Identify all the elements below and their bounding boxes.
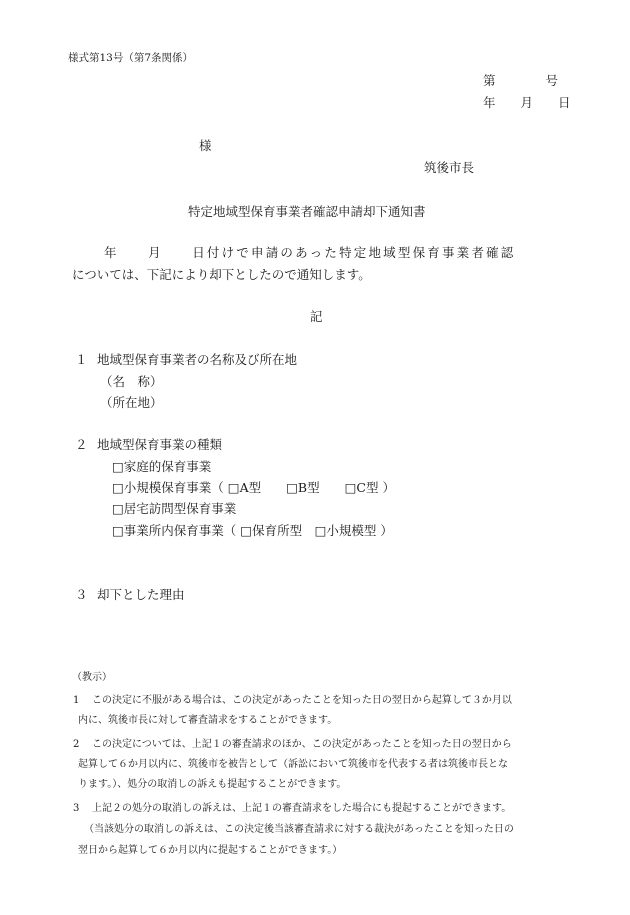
section-2-heading: 地域型保育事業の種類	[97, 437, 223, 452]
notice-item-3-line-2: （当該処分の取消しの訴えは、この決定後当該審査請求に対する裁決があったことを知った日の	[84, 824, 514, 835]
section-3-heading: 却下とした理由	[97, 587, 185, 602]
ki-mark: 記	[310, 309, 323, 324]
section-3-number: ３	[75, 587, 88, 602]
notice-item-3-number: 3	[73, 803, 80, 814]
section-2-number: ２	[75, 437, 88, 452]
notice-item-2-line-3: ります。）、処分の取消しの訴えも提起することができます。	[78, 779, 347, 790]
option-workplace-daycare: □事業所内保育事業（ □保育所型 □小規模型 ）	[112, 523, 393, 538]
issue-date: 年 月 日	[483, 95, 571, 110]
notice-item-1-line-2: 内に、筑後市長に対して審査請求をすることができます。	[78, 715, 338, 726]
notice-item-2-number: 2	[73, 739, 80, 750]
notice-heading: （教示）	[72, 672, 112, 683]
notice-item-2-line-1: この決定については、上記１の審査請求のほか、この決定があったことを知った日の翌日から	[92, 739, 512, 750]
name-label: （名 称）	[100, 374, 163, 389]
notice-item-3-line-1: 上記２の処分の取消しの訴えは、上記１の審査請求をした場合にも提起することができます。	[92, 803, 512, 814]
addressee-honorific: 様	[199, 138, 212, 153]
notice-item-2-line-2: 起算して６か月以内に、筑後市を被告として（訴訟において筑後市を代表する者は筑後市長とな	[78, 759, 508, 770]
option-home-daycare: □家庭的保育事業	[112, 459, 212, 474]
document-number: 第 号	[483, 73, 559, 88]
notice-item-1-number: 1	[73, 695, 80, 706]
section-1-number: １	[75, 352, 88, 367]
address-label: （所在地）	[100, 395, 163, 410]
issuer-name: 筑後市長	[424, 160, 475, 175]
option-small-daycare: □小規模保育事業（ □A型 □B型 □C型 ）	[112, 480, 395, 495]
section-1-heading: 地域型保育事業者の名称及び所在地	[97, 352, 298, 367]
form-number: 様式第13号（第7条関係）	[68, 52, 194, 64]
body-line-1: 年 月 日付けで申請のあった特定地域型保育事業者確認	[104, 245, 516, 260]
body-line-2: については、下記により却下としたので通知します。	[72, 267, 371, 282]
notice-item-1-line-1: この決定に不服がある場合は、この決定があったことを知った日の翌日から起算して３か月以	[92, 695, 512, 706]
option-home-visit-daycare: □居宅訪問型保育事業	[112, 501, 237, 516]
document-title: 特定地域型保育事業者確認申請却下通知書	[188, 204, 426, 219]
notice-item-3-line-3: 翌日から起算して６か月以内に提起することができます。）	[78, 845, 343, 856]
